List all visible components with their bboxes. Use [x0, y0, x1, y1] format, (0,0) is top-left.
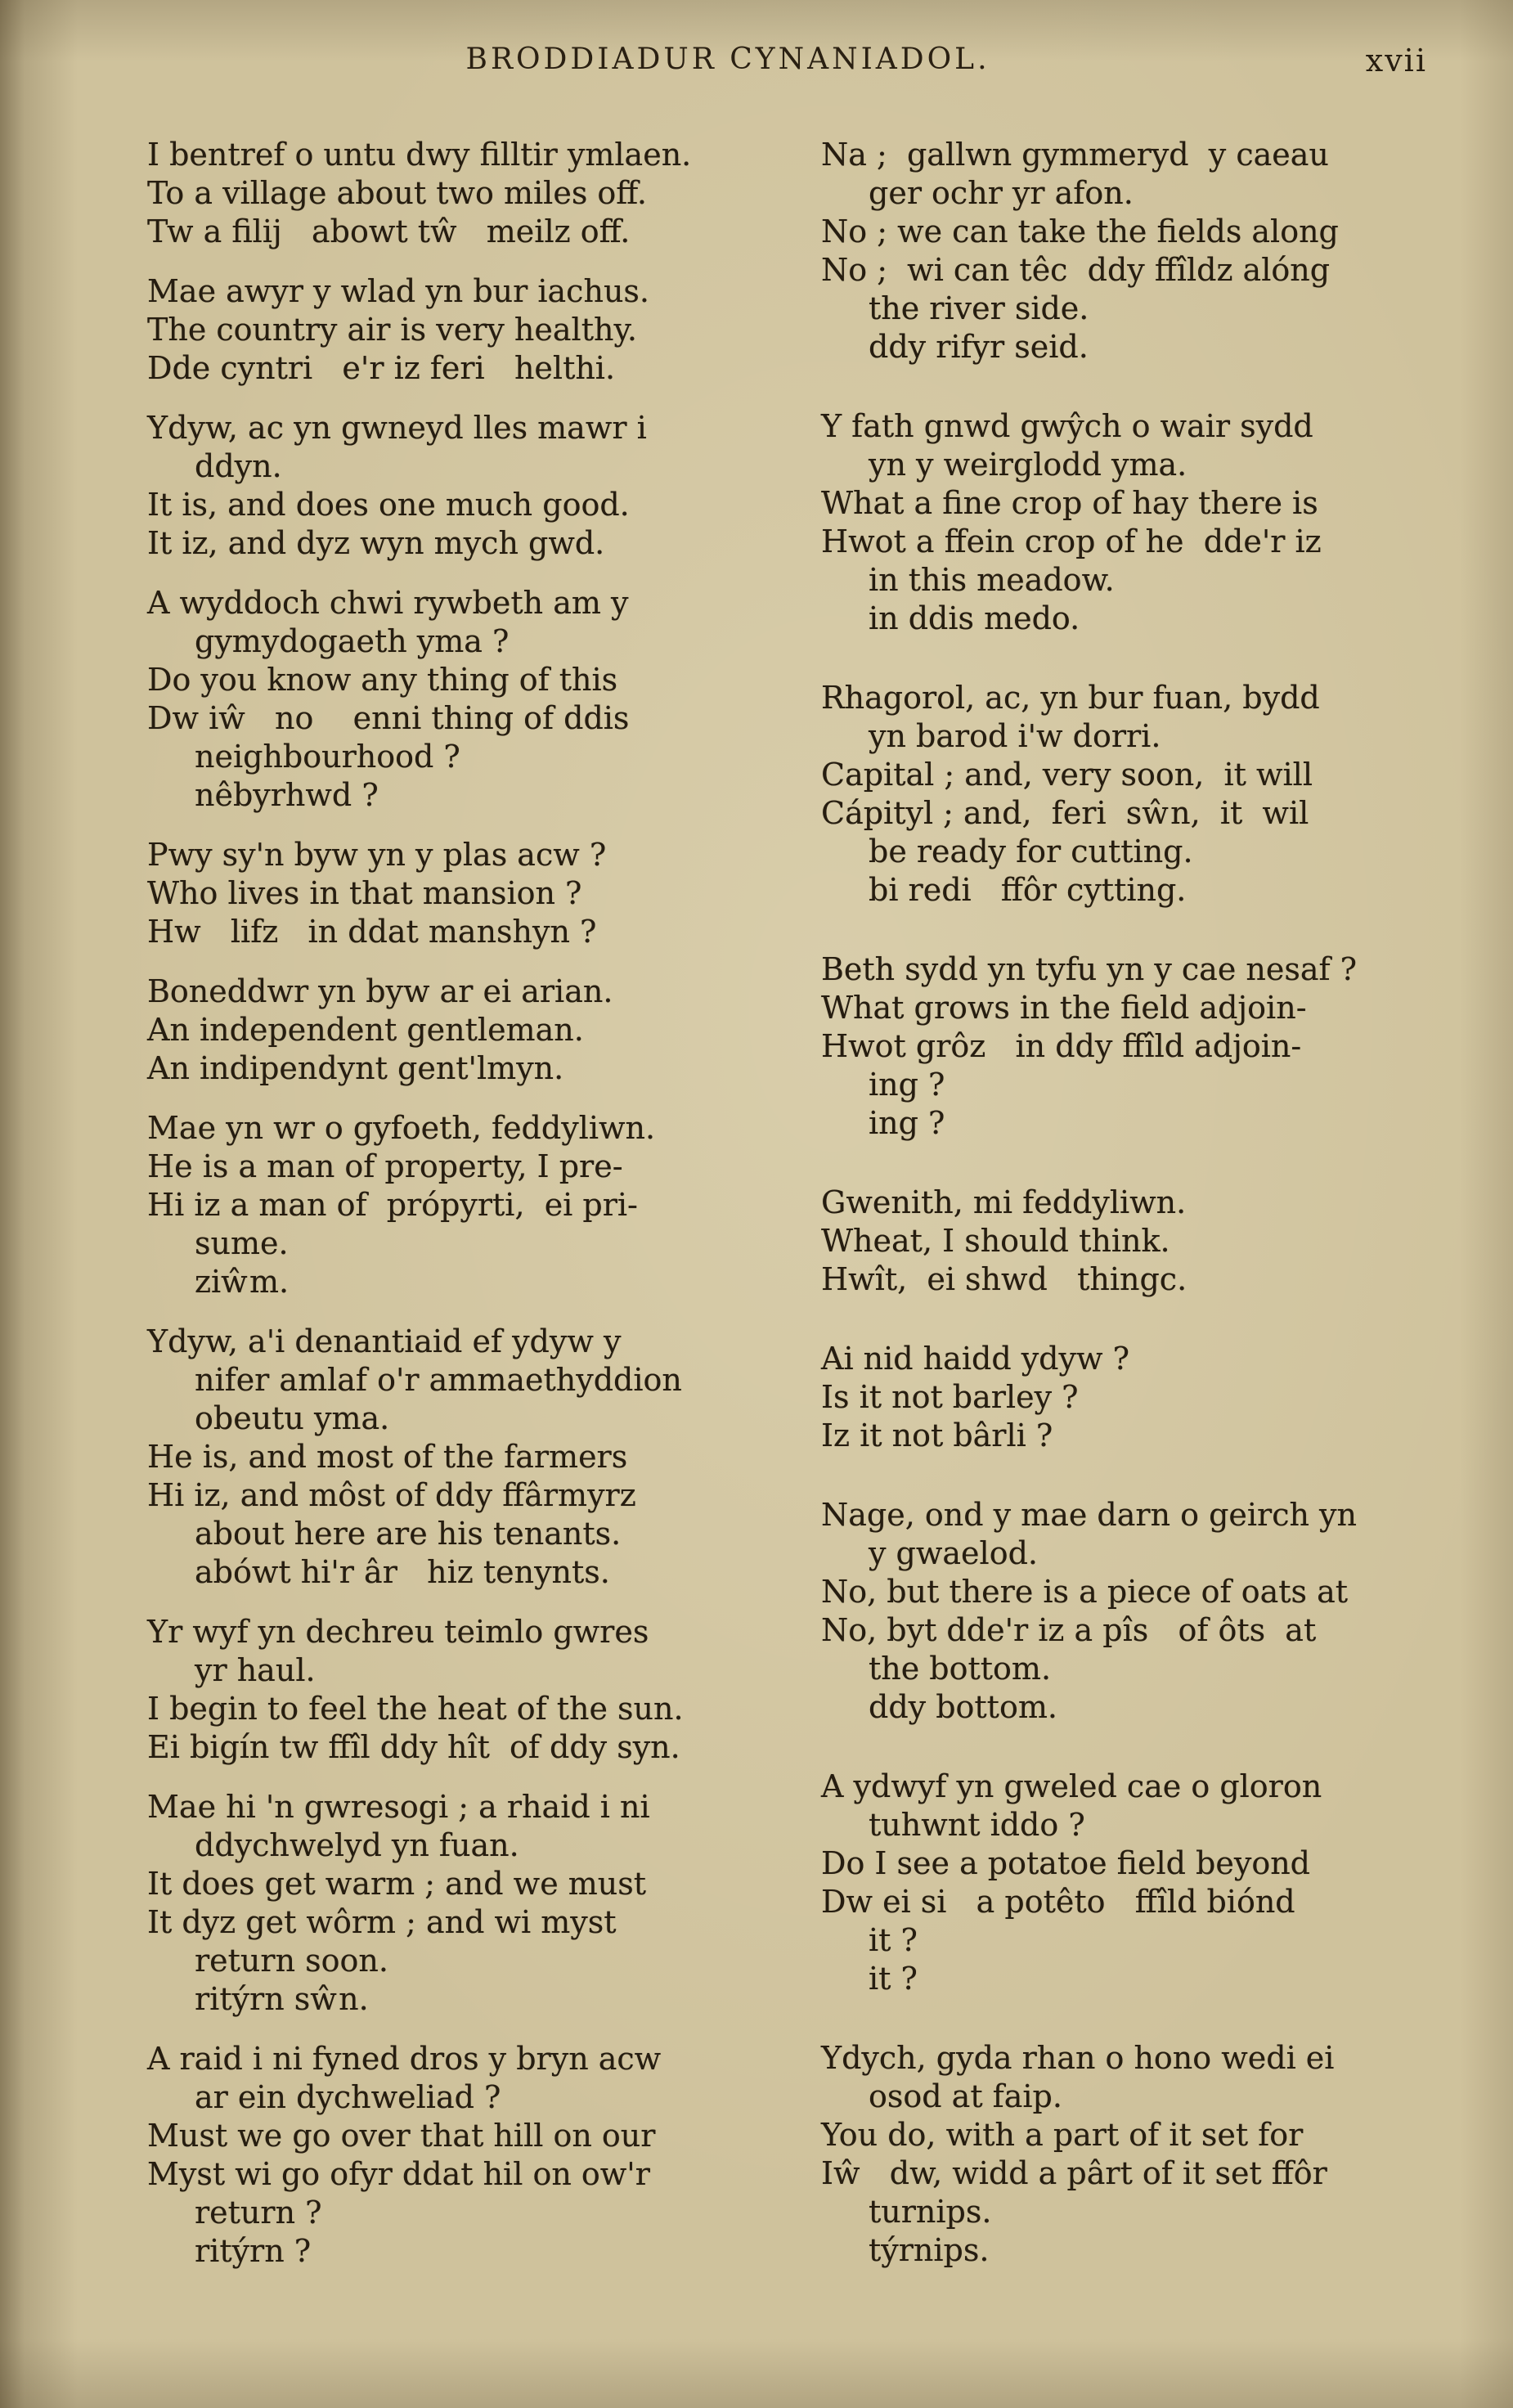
- welsh-line: Beth sydd yn tyfu yn y cae nesaf ?: [821, 951, 1358, 987]
- welsh-line: Nage, ond y mae darn o geirch yn: [821, 1497, 1357, 1533]
- english-line: it ?: [869, 1922, 918, 1958]
- welsh-line: tuhwnt iddo ?: [869, 1807, 1085, 1843]
- english-line: Who lives in that mansion ?: [147, 875, 582, 911]
- welsh-line: Ydyw, a'i denantiaid ef ydyw y: [147, 1323, 622, 1359]
- english-line: about here are his tenants.: [195, 1516, 622, 1552]
- phonetic-line: ziŵm.: [195, 1264, 290, 1300]
- phrase-entry: [147, 272, 798, 388]
- english-line: sume.: [195, 1225, 289, 1261]
- phrase-entry: [821, 407, 1472, 638]
- welsh-line: gymydogaeth yma ?: [195, 623, 510, 659]
- english-line: turnips.: [869, 2194, 992, 2230]
- phonetic-line: Hwot grôz in ddy ffîld adjoin-: [821, 1028, 1302, 1064]
- phrase-entry: [821, 1768, 1472, 1998]
- welsh-line: ddychwelyd yn fuan.: [195, 1827, 519, 1863]
- welsh-line: y gwaelod.: [869, 1535, 1038, 1571]
- phonetic-line: Dde cyntri e'r iz feri helthi.: [147, 350, 616, 386]
- welsh-line: Mae awyr y wlad yn bur iachus.: [147, 273, 649, 309]
- phrase-entry: [147, 1788, 798, 2019]
- english-line: I begin to feel the heat of the sun.: [147, 1691, 684, 1727]
- phonetic-line: Hi iz a man of própyrti, ei pri-: [147, 1187, 638, 1223]
- welsh-line: Mae hi 'n gwresogi ; a rhaid i ni: [147, 1789, 650, 1825]
- right-column: [821, 136, 1472, 2311]
- phonetic-line: Dw iŵ no enni thing of ddis: [147, 700, 630, 736]
- phrase-entry: [147, 584, 798, 815]
- welsh-line: I bentref o untu dwy filltir ymlaen.: [147, 137, 692, 173]
- left-column: [147, 136, 798, 2311]
- phonetic-line: abówt hi'r âr hiz tenynts.: [195, 1554, 610, 1590]
- phonetic-line: Myst wi go ofyr ddat hil on ow'r: [147, 2156, 650, 2192]
- phonetic-line: nêbyrhwd ?: [195, 777, 379, 813]
- welsh-line: Ydych, gyda rhan o hono wedi ei: [821, 2040, 1335, 2076]
- welsh-line: Rhagorol, ac, yn bur fuan, bydd: [821, 680, 1320, 716]
- welsh-line: yr haul.: [195, 1652, 316, 1688]
- english-line: Do you know any thing of this: [147, 662, 618, 698]
- welsh-line: Ai nid haidd ydyw ?: [821, 1341, 1129, 1377]
- english-line: You do, with a part of it set for: [821, 2117, 1304, 2153]
- english-line: Capital ; and, very soon, it will: [821, 757, 1313, 793]
- english-line: The country air is very healthy.: [147, 312, 637, 348]
- phrase-entry: [821, 2039, 1472, 2270]
- english-line: To a village about two miles off.: [147, 175, 648, 211]
- phrase-entry: [147, 1109, 798, 1301]
- welsh-line: ar ein dychweliad ?: [195, 2079, 501, 2115]
- phrase-entry: [147, 973, 798, 1088]
- welsh-line: A ydwyf yn gweled cae o gloron: [821, 1768, 1322, 1804]
- welsh-line: A raid i ni fyned dros y bryn acw: [147, 2041, 662, 2077]
- phonetic-line: Ei bigín tw ffîl ddy hît of ddy syn.: [147, 1729, 680, 1765]
- phonetic-line: in ddis medo.: [869, 600, 1080, 636]
- text-columns: [147, 136, 1472, 2311]
- english-line: He is a man of property, I pre-: [147, 1148, 623, 1184]
- phrase-entry: [821, 679, 1472, 910]
- phonetic-line: Dw ei si a potêto ffîld biónd: [821, 1884, 1295, 1920]
- phrase-entry: [147, 1613, 798, 1767]
- phrase-entry: [147, 1323, 798, 1592]
- phonetic-line: ritýrn sŵn.: [195, 1981, 369, 2017]
- english-line: ing ?: [869, 1067, 945, 1103]
- english-line: return soon.: [195, 1943, 388, 1979]
- phrase-entry: [147, 409, 798, 563]
- english-line: the bottom.: [869, 1651, 1052, 1687]
- english-line: neighbourhood ?: [195, 739, 460, 775]
- phrase-entry: [147, 836, 798, 951]
- english-line: No ; we can take the fields along: [821, 213, 1339, 249]
- phonetic-line: Hwot a ffein crop of he dde'r iz: [821, 523, 1322, 559]
- phrase-entry: [821, 1340, 1472, 1455]
- welsh-line: A wyddoch chwi rywbeth am y: [147, 585, 629, 621]
- english-line: return ?: [195, 2195, 322, 2231]
- english-line: What grows in the field adjoin-: [821, 990, 1307, 1026]
- phonetic-line: It dyz get wôrm ; and wi myst: [147, 1904, 617, 1940]
- english-line: He is, and most of the farmers: [147, 1439, 628, 1475]
- page-header: [147, 43, 1472, 93]
- welsh-line: ddyn.: [195, 448, 282, 484]
- english-line: It does get warm ; and we must: [147, 1866, 647, 1902]
- welsh-line: Pwy sy'n byw yn y plas acw ?: [147, 837, 607, 873]
- phrase-entry: [821, 1184, 1472, 1299]
- welsh-line: Boneddwr yn byw ar ei arian.: [147, 973, 613, 1009]
- phonetic-line: Hi iz, and môst of ddy ffârmyrz: [147, 1477, 636, 1513]
- phrase-entry: [147, 136, 798, 251]
- phonetic-line: ing ?: [869, 1105, 945, 1141]
- phonetic-line: No, byt dde'r iz a pîs of ôts at: [821, 1612, 1317, 1648]
- welsh-line: ger ochr yr afon.: [869, 175, 1134, 211]
- phonetic-line: Hw lifz in ddat manshyn ?: [147, 914, 597, 950]
- phonetic-line: ritýrn ?: [195, 2233, 312, 2269]
- page-number: xvii: [1365, 43, 1427, 79]
- phonetic-line: No ; wi can têc ddy ffîldz alóng: [821, 252, 1331, 288]
- phonetic-line: An indipendynt gent'lmyn.: [147, 1050, 564, 1086]
- phonetic-line: Hwît, ei shwd thingc.: [821, 1261, 1188, 1297]
- welsh-line: yn y weirglodd yma.: [869, 447, 1188, 483]
- welsh-line: yn barod i'w dorri.: [869, 718, 1161, 754]
- english-line: Wheat, I should think.: [821, 1223, 1170, 1259]
- welsh-line: nifer amlaf o'r ammaethyddion: [195, 1362, 682, 1398]
- phonetic-line: It iz, and dyz wyn mych gwd.: [147, 525, 605, 561]
- phrase-entry: [821, 136, 1472, 366]
- phrase-entry: [147, 2040, 798, 2271]
- english-line: What a fine crop of hay there is: [821, 485, 1318, 521]
- phrase-entry: [821, 1496, 1472, 1727]
- running-title: BRODDIADUR CYNANIADOL.: [465, 43, 990, 76]
- english-line: be ready for cutting.: [869, 833, 1193, 869]
- english-line: Must we go over that hill on our: [147, 2118, 656, 2154]
- welsh-line: osod at faip.: [869, 2078, 1062, 2114]
- english-line: in this meadow.: [869, 562, 1115, 598]
- english-line: No, but there is a piece of oats at: [821, 1574, 1349, 1610]
- phrase-entry: [821, 950, 1472, 1143]
- welsh-line: Yr wyf yn dechreu teimlo gwres: [147, 1614, 649, 1650]
- welsh-line: Ydyw, ac yn gwneyd lles mawr i: [147, 410, 647, 446]
- phonetic-line: Iz it not bârli ?: [821, 1417, 1053, 1453]
- phonetic-line: ddy bottom.: [869, 1689, 1057, 1725]
- english-line: An independent gentleman.: [147, 1012, 584, 1048]
- phonetic-line: Iŵ dw, widd a pârt of it set ffôr: [821, 2155, 1327, 2191]
- english-line: Is it not barley ?: [821, 1379, 1079, 1415]
- phonetic-line: bi redi ffôr cytting.: [869, 872, 1187, 908]
- welsh-line: Mae yn wr o gyfoeth, feddyliwn.: [147, 1110, 656, 1146]
- phonetic-line: it ?: [869, 1961, 918, 1997]
- phonetic-line: Cápityl ; and, feri sŵn, it wil: [821, 795, 1309, 831]
- english-line: Do I see a potatoe field beyond: [821, 1845, 1310, 1881]
- welsh-line: Na ; gallwn gymmeryd y caeau: [821, 137, 1329, 173]
- welsh-line: Y fath gnwd gwŷch o wair sydd: [821, 408, 1313, 444]
- english-line: It is, and does one much good.: [147, 487, 630, 523]
- phonetic-line: ddy rifyr seid.: [869, 329, 1089, 365]
- welsh-line: obeutu yma.: [195, 1400, 390, 1436]
- english-line: the river side.: [869, 290, 1089, 326]
- phonetic-line: týrnips.: [869, 2232, 990, 2268]
- phonetic-line: Tw a filij abowt tŵ meilz off.: [147, 213, 631, 249]
- welsh-line: Gwenith, mi feddyliwn.: [821, 1184, 1187, 1220]
